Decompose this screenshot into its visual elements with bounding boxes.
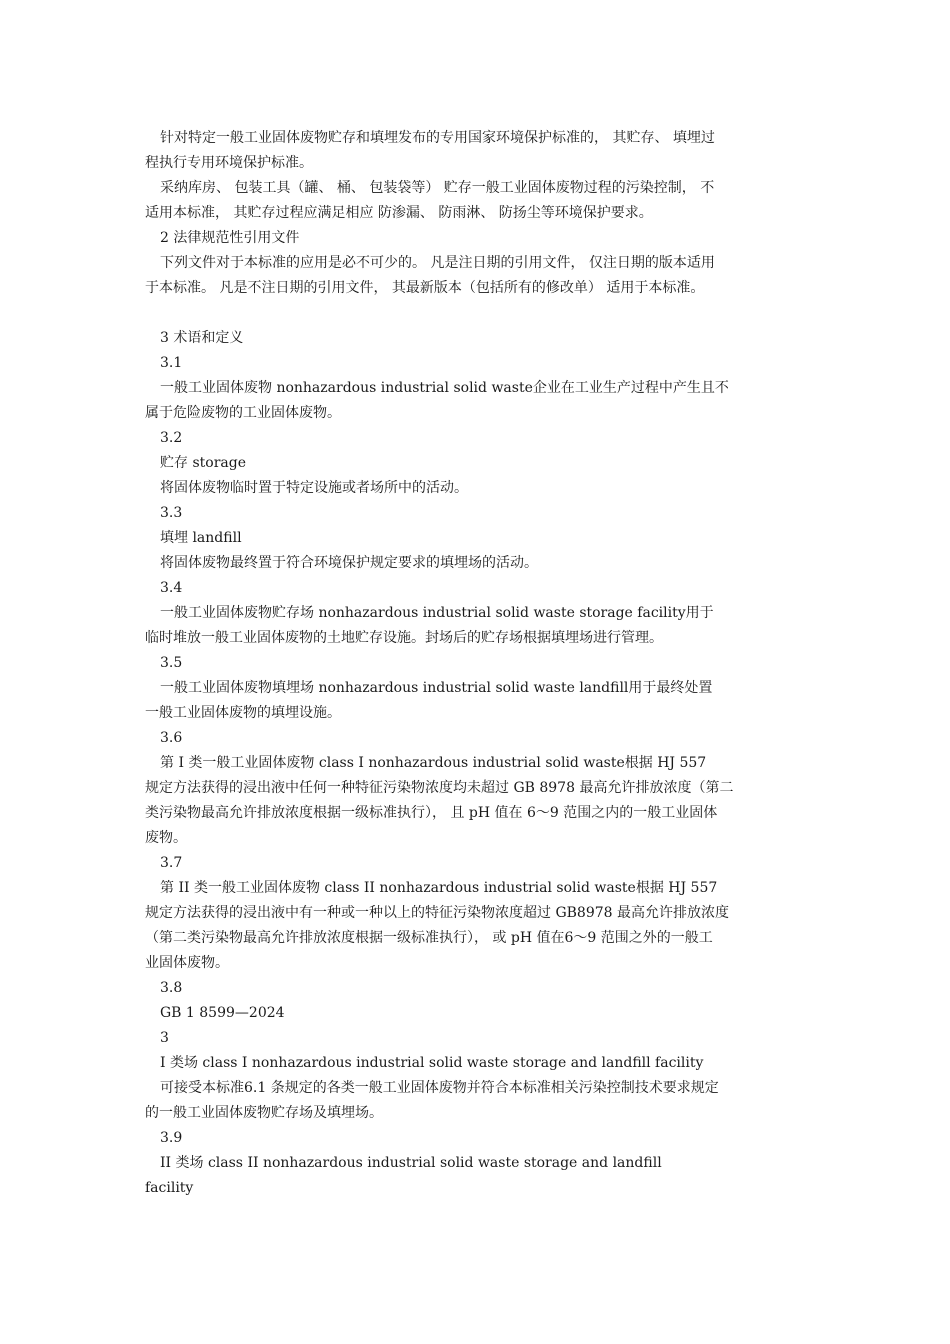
text-line: 业固体废物。	[145, 955, 229, 971]
text-line: 程执行专用环境保护标准。	[145, 155, 313, 171]
text-line: 一般工业固体废物 nonhazardous industrial solid waste企业在工业生产过程中产生且不	[160, 380, 729, 396]
text-line: 类污染物最高允许排放浓度根据一级标准执行）， 且 pH 值在 6～9 范围之内的一般工业固体	[145, 805, 718, 821]
text-line: 2 法律规范性引用文件	[160, 230, 300, 246]
text-line: 针对特定一般工业固体废物贮存和填埋发布的专用国家环境保护标准的， 其贮存、 填埋过	[160, 130, 715, 146]
text-line: 规定方法获得的浸出液中任何一种特征污染物浓度均未超过 GB 8978 最高允许排放浓度（第二	[145, 780, 734, 796]
text-line: 适用本标准， 其贮存过程应满足相应 防渗漏、 防雨淋、 防扬尘等环境保护要求。	[145, 205, 653, 221]
text-line: 一般工业固体废物填埋场 nonhazardous industrial solid waste landfill用于最终处置	[160, 680, 713, 696]
text-line: 3.4	[160, 580, 183, 596]
text-line: 于本标准。 凡是不注日期的引用文件， 其最新版本（包括所有的修改单） 适用于本标准。	[145, 280, 705, 296]
text-line: 3.3	[160, 505, 183, 521]
text-line: 3.7	[160, 855, 183, 871]
text-line: II 类场 class II nonhazardous industrial solid waste storage and landfill	[160, 1155, 662, 1171]
text-line: 3.5	[160, 655, 183, 671]
document-body	[145, 126, 810, 1201]
text-line: 3.1	[160, 355, 183, 371]
text-line: 3.9	[160, 1130, 183, 1146]
text-line: （第二类污染物最高允许排放浓度根据一级标准执行）， 或 pH 值在6～9 范围之外的一般工	[145, 930, 713, 946]
text-line: 一般工业固体废物贮存场 nonhazardous industrial solid waste storage facility用于	[160, 605, 714, 621]
text-line: 3 术语和定义	[160, 330, 244, 346]
text-line: 3.6	[160, 730, 183, 746]
text-line: 采纳库房、 包装工具（罐、 桶、 包装袋等） 贮存一般工业固体废物过程的污染控制， 不	[160, 180, 715, 196]
text-line: 3.8	[160, 980, 183, 996]
text-line: 3.2	[160, 430, 183, 446]
text-line: 临时堆放一般工业固体废物的土地贮存设施。封场后的贮存场根据填埋场进行管理。	[145, 630, 663, 646]
text-line: 废物。	[145, 830, 187, 846]
text-line: GB 1 8599—2024	[160, 1005, 285, 1021]
text-line: 可接受本标准6.1 条规定的各类一般工业固体废物并符合本标准相关污染控制技术要求规定	[160, 1080, 719, 1096]
text-line: 3	[160, 1030, 169, 1046]
text-line: 第 I 类一般工业固体废物 class I nonhazardous industrial solid waste根据 HJ 557	[160, 755, 707, 771]
text-line: 贮存 storage	[160, 455, 246, 471]
text-line: 属于危险废物的工业固体废物。	[145, 405, 341, 421]
text-line: 第 II 类一般工业固体废物 class II nonhazardous industrial solid waste根据 HJ 557	[160, 880, 718, 896]
text-line: 的一般工业固体废物贮存场及填埋场。	[145, 1105, 383, 1121]
text-line: 规定方法获得的浸出液中有一种或一种以上的特征污染物浓度超过 GB8978 最高允许排放浓度	[145, 905, 729, 921]
text-line: I 类场 class I nonhazardous industrial solid waste storage and landfill facility	[160, 1055, 704, 1071]
text-line: 一般工业固体废物的填埋设施。	[145, 705, 341, 721]
text-line: facility	[145, 1180, 194, 1196]
text-line: 填埋 landfill	[160, 530, 242, 546]
text-line: 将固体废物最终置于符合环境保护规定要求的填埋场的活动。	[160, 555, 538, 571]
text-line: 下列文件对于本标准的应用是必不可少的。 凡是注日期的引用文件， 仅注日期的版本适用	[160, 255, 715, 271]
blank-line	[145, 301, 810, 326]
text-line: 将固体废物临时置于特定设施或者场所中的活动。	[160, 480, 468, 496]
